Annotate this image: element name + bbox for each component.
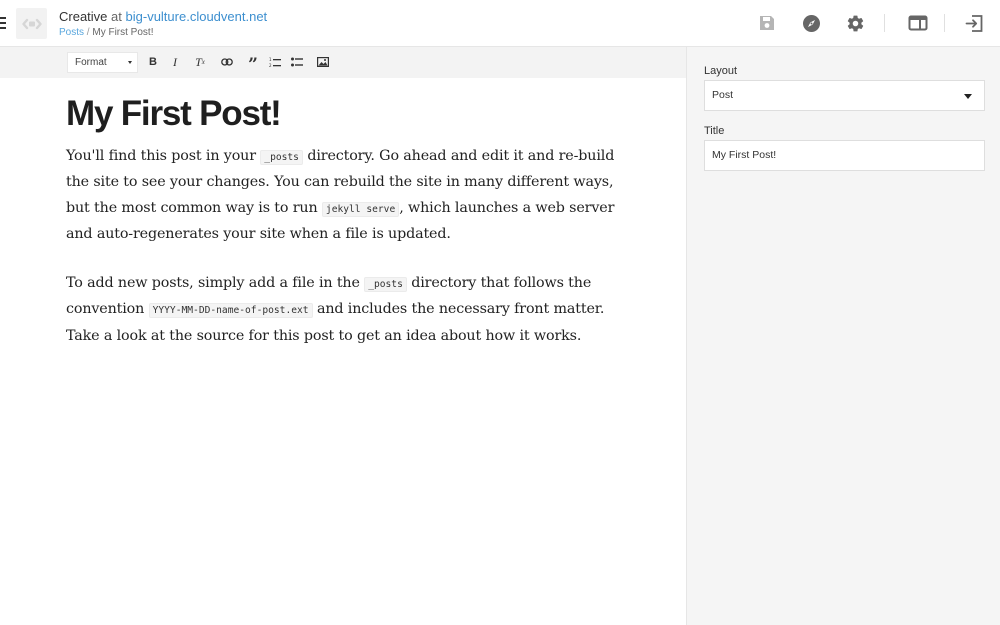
numbered-list-icon[interactable] <box>266 53 284 71</box>
settings-icon[interactable] <box>843 11 867 35</box>
save-icon[interactable] <box>755 11 779 35</box>
image-icon[interactable] <box>314 53 332 71</box>
exit-icon[interactable] <box>962 11 986 35</box>
breadcrumb-separator: / <box>86 27 90 38</box>
paragraph-1[interactable] <box>66 144 626 247</box>
menu-icon[interactable] <box>0 17 6 30</box>
layout-select[interactable] <box>704 80 985 111</box>
chevron-down-icon <box>964 94 972 99</box>
title-label: Title <box>704 125 725 137</box>
layout-select-value: Post <box>712 89 734 101</box>
breadcrumb-current: My First Post! <box>92 27 154 38</box>
top-header <box>0 0 1000 47</box>
compass-icon[interactable] <box>799 11 823 35</box>
front-matter-sidebar <box>686 47 1000 625</box>
chevron-down-icon <box>128 61 132 64</box>
paragraph-2-text-a: To add new posts, simply add a file in the <box>66 275 365 292</box>
svg-text:1: 1 <box>269 56 272 62</box>
format-dropdown-label: Format <box>75 57 107 68</box>
paragraph-2[interactable] <box>66 271 626 349</box>
header-divider <box>884 14 885 32</box>
layout-toggle-icon[interactable] <box>906 11 930 35</box>
title-input-value: My First Post! <box>712 149 777 161</box>
cloudcannon-logo-icon[interactable] <box>16 8 47 39</box>
paragraph-2-text-b: directory that follows the convention <box>66 275 592 318</box>
title-input[interactable] <box>704 140 985 171</box>
layout-label: Layout <box>704 65 738 77</box>
editor-toolbar <box>0 47 686 78</box>
inline-code: jekyll serve <box>322 202 399 217</box>
site-name: Creative <box>59 9 108 24</box>
inline-code: _posts <box>364 277 407 292</box>
editor-content[interactable] <box>66 92 626 373</box>
bulleted-list-icon[interactable] <box>288 53 306 71</box>
clear-format-sub: x <box>201 58 205 66</box>
paragraph-1-text-c: , which launches a web server and auto-regenerates your site when a file is updated. <box>66 199 615 242</box>
site-title-at: at <box>111 9 122 24</box>
format-dropdown[interactable] <box>67 52 138 73</box>
paragraph-2-text-c: and includes the necessary front matter. Take a look at the source for this post to get an idea about how it works. <box>66 301 605 344</box>
breadcrumb <box>59 27 153 38</box>
site-title <box>59 9 267 24</box>
paragraph-1-text-a: You'll find this post in your <box>66 148 261 164</box>
clear-format-button[interactable] <box>191 53 209 71</box>
inline-code: YYYY-MM-DD-name-of-post.ext <box>149 303 313 318</box>
bold-button[interactable]: B <box>149 56 157 68</box>
clear-format-label: T <box>195 54 202 69</box>
header-divider-2 <box>944 14 945 32</box>
breadcrumb-posts-link[interactable]: Posts <box>59 27 85 38</box>
paragraph-1-text-b: directory. Go ahead and edit it and re-build the site to see your changes. You can rebuild the site in many different ways, but the most common way is to run <box>66 148 615 216</box>
link-icon[interactable] <box>218 53 236 71</box>
site-domain-link[interactable]: big-vulture.cloudvent.net <box>125 9 268 24</box>
italic-button[interactable]: I <box>173 54 177 69</box>
quote-icon[interactable]: ” <box>248 55 258 75</box>
post-title-heading[interactable]: My First Post! <box>66 94 281 133</box>
inline-code: _posts <box>260 150 303 165</box>
svg-text:2: 2 <box>269 62 272 68</box>
